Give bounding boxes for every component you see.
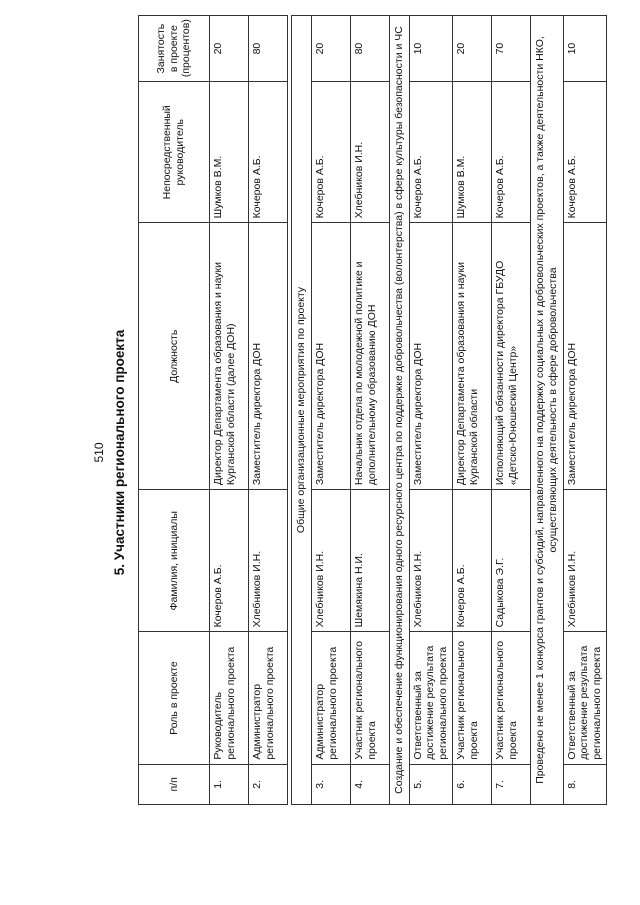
cell-num: 2.: [249, 764, 288, 804]
table-row: [311, 16, 350, 805]
table-header-row: [139, 16, 210, 805]
table-row: [563, 16, 606, 805]
header-supervisor: Непосредственный руководитель: [139, 82, 210, 223]
cell-position: Директор Департамента образования и науки Курганской области: [452, 223, 491, 490]
cell-employment: 20: [311, 16, 350, 82]
section-title: 5. Участники регионального проекта: [112, 329, 127, 576]
cell-num: 7.: [491, 764, 530, 804]
cell-position: Директор Департамента образования и науки Курганской области (далее ДОН): [210, 223, 249, 490]
table-row: [350, 16, 389, 805]
header-name: Фамилия, инициалы: [139, 490, 210, 632]
cell-position: Исполняющий обязанности директора ГБУДО «Детско-Юношеский Центр»: [491, 223, 530, 490]
cell-supervisor: Кочеров А.Б.: [563, 82, 606, 223]
cell-name: Хлебников И.Н.: [563, 490, 606, 632]
cell-position: Начальник отдела по молодежной политике и дополнительному образованию ДОН: [350, 223, 389, 490]
header-employment: Занятость в проекте (процентов): [139, 16, 210, 82]
cell-employment: 10: [563, 16, 606, 82]
cell-supervisor: Шумков В.М.: [452, 82, 491, 223]
cell-supervisor: Кочеров А.Б.: [249, 82, 288, 223]
section-row: [530, 16, 563, 805]
table-row: [491, 16, 530, 805]
cell-num: 1.: [210, 764, 249, 804]
table-row: [249, 16, 288, 805]
table-row: [452, 16, 491, 805]
cell-supervisor: Хлебников И.Н.: [350, 82, 389, 223]
header-num: п/п: [139, 764, 210, 804]
cell-supervisor: Кочеров А.Б.: [491, 82, 530, 223]
cell-num: 8.: [563, 764, 606, 804]
cell-supervisor: Шумков В.М.: [210, 82, 249, 223]
cell-role: Участник регионального проекта: [491, 632, 530, 764]
table-row: [210, 16, 249, 805]
header-role: Роль в проекте: [139, 632, 210, 764]
cell-role: Участник регионального проекта: [452, 632, 491, 764]
cell-employment: 20: [452, 16, 491, 82]
table-row: [409, 16, 452, 805]
section-heading: Общие организационные мероприятия по проекту: [292, 16, 312, 805]
cell-position: Заместитель директора ДОН: [563, 223, 606, 490]
cell-position: Заместитель директора ДОН: [249, 223, 288, 490]
participants-table: [138, 15, 607, 805]
cell-supervisor: Кочеров А.Б.: [409, 82, 452, 223]
cell-role: Участник регионального проекта: [350, 632, 389, 764]
section-row: [389, 16, 409, 805]
cell-num: 5.: [409, 764, 452, 804]
page-number: 510: [92, 442, 106, 463]
cell-name: Шемякина Н.И.: [350, 490, 389, 632]
cell-employment: 80: [249, 16, 288, 82]
cell-role: Администратор регионального проекта: [311, 632, 350, 764]
cell-employment: 10: [409, 16, 452, 82]
section-row: [292, 16, 312, 805]
cell-employment: 70: [491, 16, 530, 82]
cell-role: Руководитель регионального проекта: [210, 632, 249, 764]
cell-num: 4.: [350, 764, 389, 804]
header-position: Должность: [139, 223, 210, 490]
cell-supervisor: Кочеров А.Б.: [311, 82, 350, 223]
cell-role: Администратор регионального проекта: [249, 632, 288, 764]
cell-name: Хлебников И.Н.: [409, 490, 452, 632]
cell-num: 3.: [311, 764, 350, 804]
cell-employment: 80: [350, 16, 389, 82]
cell-name: Хлебников И.Н.: [311, 490, 350, 632]
cell-name: Хлебников И.Н.: [249, 490, 288, 632]
cell-position: Заместитель директора ДОН: [409, 223, 452, 490]
cell-name: Садыкова Э.Г.: [491, 490, 530, 632]
section-heading: Создание и обеспечение функционирования одного ресурсного центра по поддержке добровольчества (волонтерства) в сфере культуры безопасности и ЧС: [389, 16, 409, 805]
cell-num: 6.: [452, 764, 491, 804]
cell-name: Кочеров А.Б.: [210, 490, 249, 632]
cell-employment: 20: [210, 16, 249, 82]
cell-name: Кочеров А.Б.: [452, 490, 491, 632]
cell-role: Ответственный за достижение результата регионального проекта: [563, 632, 606, 764]
cell-position: Заместитель директора ДОН: [311, 223, 350, 490]
section-heading: Проведено не менее 1 конкурса грантов и субсидий, направленного на поддержку социальных и добровольческих проектов, а также деятельности НКО, осуществляющих деятельность в сфере добровольчества: [530, 16, 563, 805]
cell-role: Ответственный за достижение результата регионального проекта: [409, 632, 452, 764]
